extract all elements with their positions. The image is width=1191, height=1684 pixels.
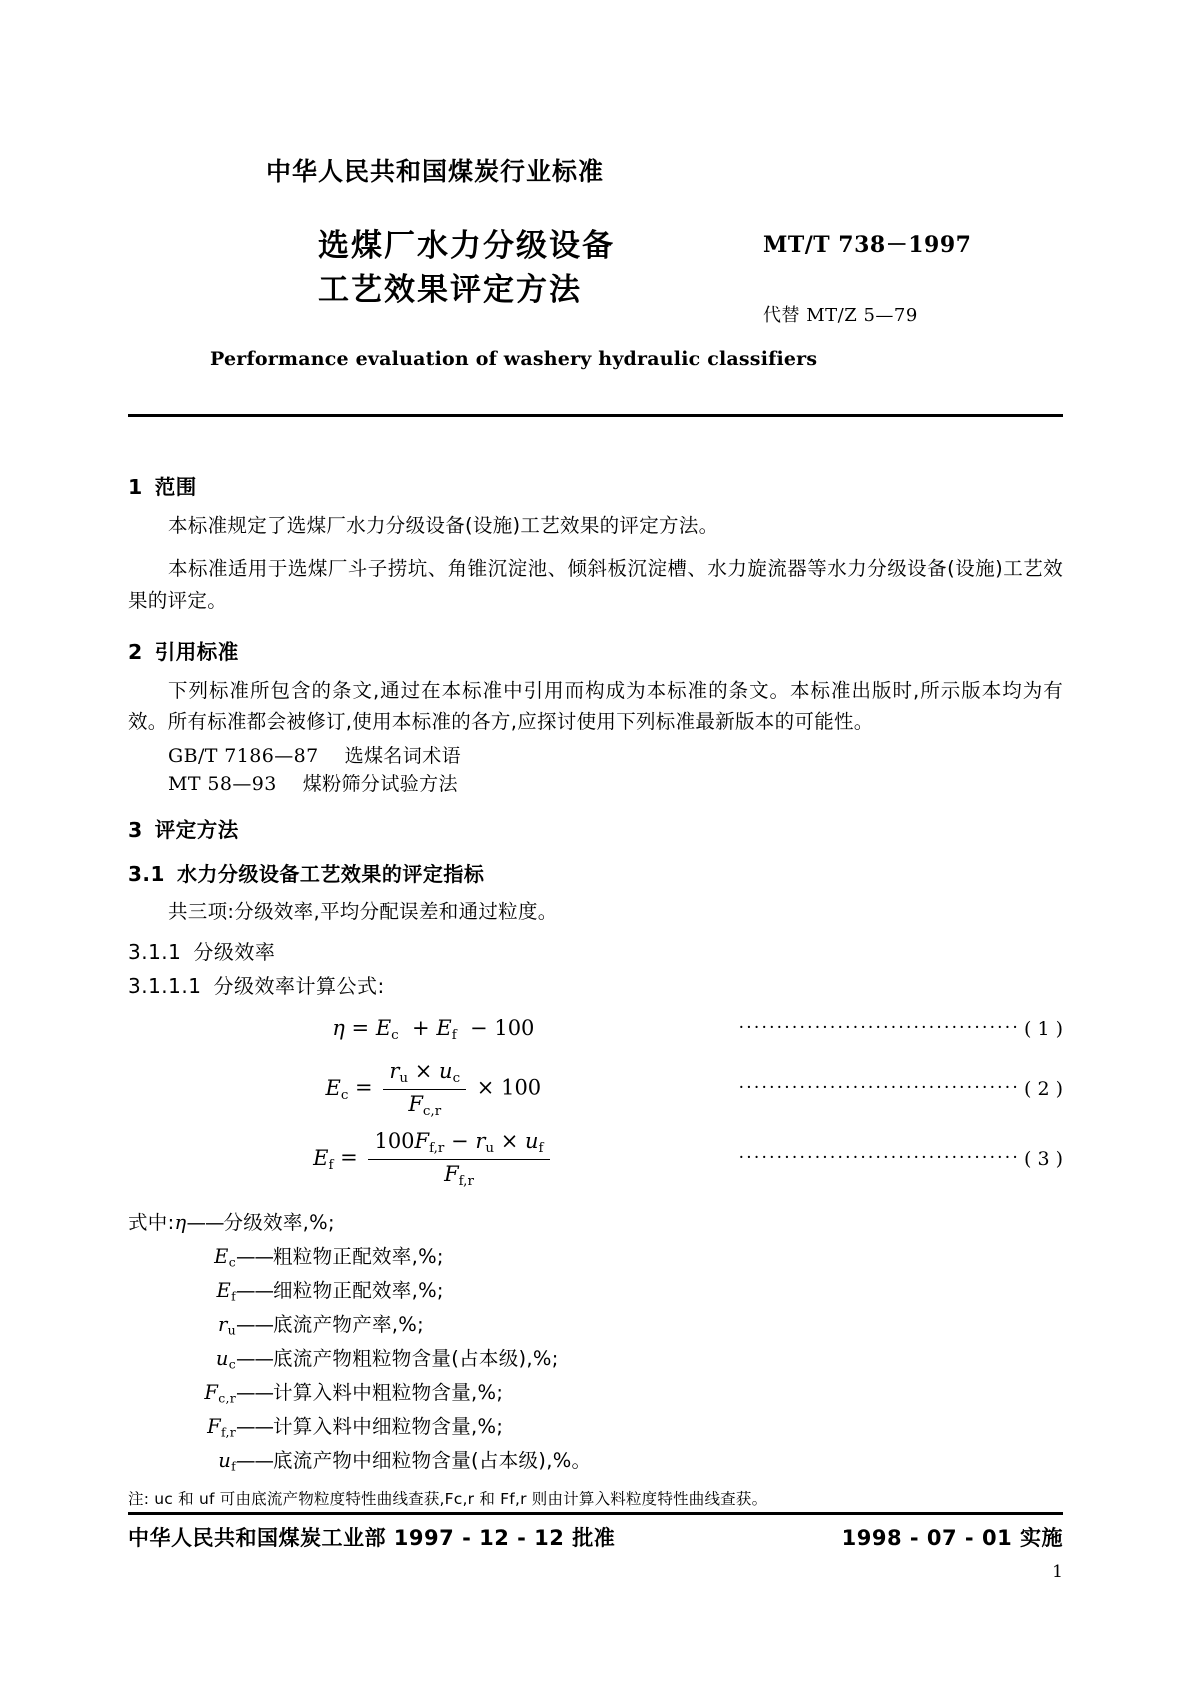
variable-description: 底流产物中细粒物含量(占本级),%。 — [273, 1448, 592, 1472]
dash-separator: —— — [236, 1245, 273, 1269]
implementation-date: 1998 - 07 - 01 实施 — [841, 1526, 1063, 1550]
section-title-2: 引用标准 — [154, 640, 239, 665]
reference-item — [168, 744, 1063, 767]
section-heading-1 — [128, 477, 1063, 498]
standard-code: MT/T 738－1997 — [763, 232, 972, 258]
fraction-denominator: $F_{f,r}$ — [444, 1161, 474, 1189]
standard-replaces: 代替 MT/Z 5—79 — [763, 305, 918, 326]
document-footer — [128, 1522, 1063, 1552]
section-heading-2 — [128, 642, 1063, 663]
variable-definition-row — [128, 1274, 1063, 1308]
variable-definition-row — [128, 1342, 1063, 1376]
variable-definition-row — [128, 1444, 1063, 1478]
section-number-3-1-1: 3.1.1 — [128, 939, 182, 964]
fraction-numerator: $r_u \times u_c$ — [383, 1058, 466, 1090]
issuing-authority: 中华人民共和国煤炭行业标准 — [266, 157, 605, 186]
section-title-3-1-1-1: 分级效率计算公式: — [213, 973, 385, 998]
document-body — [128, 417, 1063, 1511]
where-intro: 式中: — [128, 1211, 175, 1235]
footer-divider — [128, 1512, 1063, 1515]
fraction-3 — [368, 1128, 549, 1190]
variable-description: 粗粒物正配效率,%; — [273, 1245, 444, 1269]
section-number-3: 3 — [128, 817, 143, 842]
variable-definition-list — [128, 1206, 1063, 1477]
formula-3: $E_f$ = $\frac{100F_{f,r} - r_u \times u_f}{F_{f,r}}$ — [128, 1128, 739, 1190]
section-1-paragraph-2: 本标准适用于选煤厂斗子捞坑、角锥沉淀池、倾斜板沉淀槽、水力旋流器等水力分级设备(设施)工艺效果的评定。 — [128, 557, 1063, 612]
title-line-2: 工艺效果评定方法 — [318, 272, 582, 309]
fraction-numerator: $100F_{f,r} - r_u \times u_f$ — [368, 1128, 549, 1160]
reference-code: MT 58—93 — [168, 772, 277, 795]
variable-symbol: $F_{c,r}$ — [204, 1380, 236, 1406]
section-3-1-paragraph-1: 共三项:分级效率,平均分配误差和通过粒度。 — [168, 900, 558, 924]
dash-separator: —— — [236, 1414, 273, 1438]
section-title-1: 范围 — [154, 475, 197, 499]
section-number-3-1-1-1: 3.1.1.1 — [128, 973, 202, 998]
variable-symbol: $u_f$ — [218, 1448, 236, 1474]
leader-dots: ····································· — [738, 1079, 1020, 1097]
formula-2-tail — [738, 1077, 1063, 1100]
section-number-2: 2 — [128, 640, 143, 665]
variable-definition-row — [128, 1308, 1063, 1342]
variable-description: 细粒物正配效率,%; — [273, 1279, 444, 1302]
equation-number-3: ( 3 ) — [1024, 1147, 1063, 1170]
reference-name: 煤粉筛分试验方法 — [302, 772, 458, 795]
section-number-1: 1 — [128, 475, 143, 499]
dash-separator: —— — [186, 1211, 224, 1235]
dash-separator: —— — [236, 1346, 273, 1370]
formula-row-2 — [128, 1058, 1063, 1120]
dash-separator: —— — [236, 1279, 273, 1302]
formula-row-3 — [128, 1128, 1063, 1190]
dash-separator: —— — [236, 1380, 273, 1404]
fraction-2 — [383, 1058, 466, 1120]
section-heading-3 — [128, 817, 1063, 842]
variable-description: 底流产物粗粒物含量(占本级),%; — [273, 1346, 559, 1370]
leader-dots: ····································· — [738, 1149, 1020, 1167]
variable-symbol: $u_c$ — [215, 1346, 236, 1372]
variable-definition-row — [128, 1206, 1063, 1240]
section-heading-3-1-1 — [128, 939, 1063, 964]
title-line-1: 选煤厂水力分级设备 — [318, 228, 615, 264]
section-2-paragraph-1: 下列标准所包含的条文,通过在本标准中引用而构成为本标准的条文。本标准出版时,所示版本均为有效。所有标准都会被修订,使用本标准的各方,应探讨使用下列标准最新版本的可能性。 — [128, 678, 1063, 734]
title-row — [128, 224, 1063, 334]
page-title — [318, 224, 758, 312]
variable-description: 分级效率,%; — [223, 1211, 335, 1235]
formula-note: 注: uc 和 uf 可由底流产物粒度特性曲线查获,Fc,r 和 Ff,r 则由计算入料粒度特性曲线查获。 — [128, 1489, 768, 1508]
variable-symbol: $r_u$ — [218, 1312, 236, 1338]
fraction-denominator: $F_{c,r}$ — [408, 1091, 442, 1119]
section-1-paragraph-1: 本标准规定了选煤厂水力分级设备(设施)工艺效果的评定方法。 — [168, 513, 719, 537]
variable-description: 计算入料中细粒物含量,%; — [273, 1414, 504, 1438]
formula-1-tail — [739, 1020, 1063, 1039]
section-heading-3-1 — [128, 862, 1063, 887]
variable-definition-row — [128, 1240, 1063, 1274]
variable-definition-row — [128, 1376, 1063, 1410]
variable-symbol: $F_{f,r}$ — [207, 1414, 236, 1440]
variable-definition-row — [128, 1410, 1063, 1444]
section-title-3: 评定方法 — [154, 817, 239, 842]
standard-code-block — [763, 228, 1063, 327]
variable-symbol: η — [174, 1211, 187, 1235]
section-heading-3-1-1-1 — [128, 973, 1063, 998]
approval-statement: 中华人民共和国煤炭工业部 1997 - 12 - 12 批准 — [128, 1526, 616, 1550]
title-english: Performance evaluation of washery hydraulic classifiers — [210, 348, 818, 370]
dash-separator: —— — [236, 1312, 273, 1336]
formula-1: $\eta = E_c + E_f - 100$ — [332, 1015, 535, 1043]
leader-dots: ····································· — [738, 1020, 1020, 1038]
formula-3-tail — [738, 1147, 1063, 1170]
reference-code: GB/T 7186—87 — [168, 744, 319, 767]
variable-symbol: $E_f$ — [216, 1279, 236, 1304]
section-number-3-1: 3.1 — [128, 862, 165, 887]
variable-description: 底流产物产率,%; — [273, 1312, 424, 1336]
reference-item — [168, 772, 1063, 795]
variable-symbol: $E_c$ — [214, 1245, 236, 1270]
formula-2: $E_c$ = $\frac{r_u \times u_c}{F_{c,r}}$ × 100 — [325, 1058, 542, 1119]
formula-row-1 — [128, 1010, 1063, 1050]
equation-number-1: ( 1 ) — [1024, 1018, 1063, 1041]
equation-number-2: ( 2 ) — [1024, 1077, 1063, 1100]
section-title-3-1: 水力分级设备工艺效果的评定指标 — [176, 862, 485, 887]
variable-description: 计算入料中粗粒物含量,%; — [273, 1380, 504, 1404]
reference-name: 选煤名词术语 — [344, 744, 461, 767]
dash-separator: —— — [236, 1448, 273, 1472]
page-number: 1 — [1052, 1562, 1063, 1582]
document-header — [128, 0, 1063, 417]
formula-block — [128, 1010, 1063, 1190]
section-title-3-1-1: 分级效率 — [193, 939, 276, 964]
